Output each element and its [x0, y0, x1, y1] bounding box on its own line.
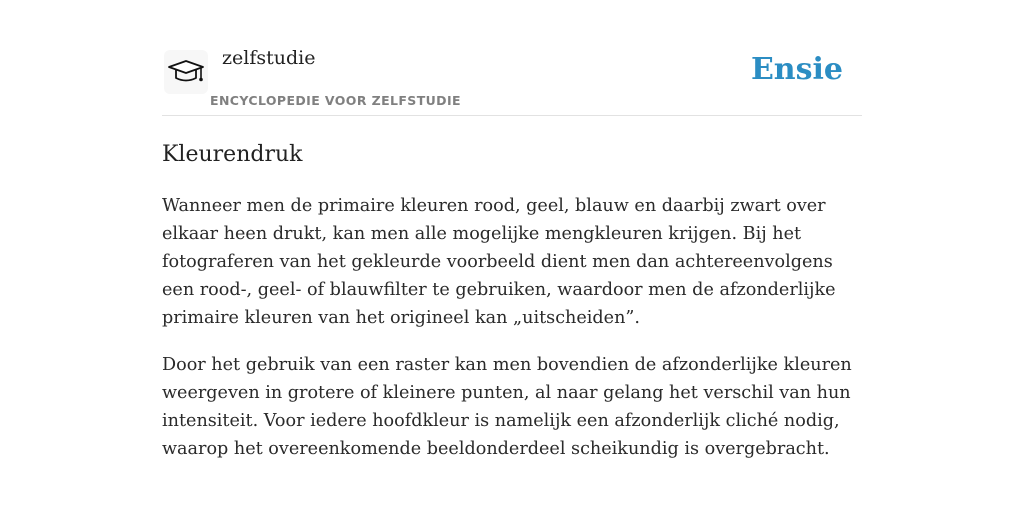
page-title: Kleurendruk — [162, 142, 303, 167]
site-header — [162, 0, 862, 116]
article-paragraph: Door het gebruik van een raster kan men bovendien de afzonderlijke kleuren weergeven in grotere of kleinere punten, al naar gelang het verschil van hun intensiteit. Voor iedere hoofdkleur is namelijk een afzonderlijk cliché nodig, waarop het overeenkomende beeldonderdeel scheikundig is overgebracht. — [162, 355, 852, 459]
graduation-cap-icon[interactable] — [164, 50, 208, 94]
site-name-link[interactable]: zelfstudie — [222, 47, 316, 69]
article-paragraph: Wanneer men de primaire kleuren rood, geel, blauw en daarbij zwart over elkaar heen drukt, kan men alle mogelijke mengkleuren krijgen. Bij het fotograferen van het gekleurde voorbeeld dient men dan achtereenvolgens een rood-, geel- of blauwfilter te gebruiken, waardoor men de afzonderlijke primaire kleuren van het origineel kan „uitscheiden”. — [162, 196, 836, 328]
site-tagline: ENCYCLOPEDIE VOOR ZELFSTUDIE — [210, 93, 461, 108]
ensie-brand-link[interactable]: Ensie — [750, 52, 843, 87]
article-body — [162, 192, 862, 482]
page — [162, 0, 862, 512]
